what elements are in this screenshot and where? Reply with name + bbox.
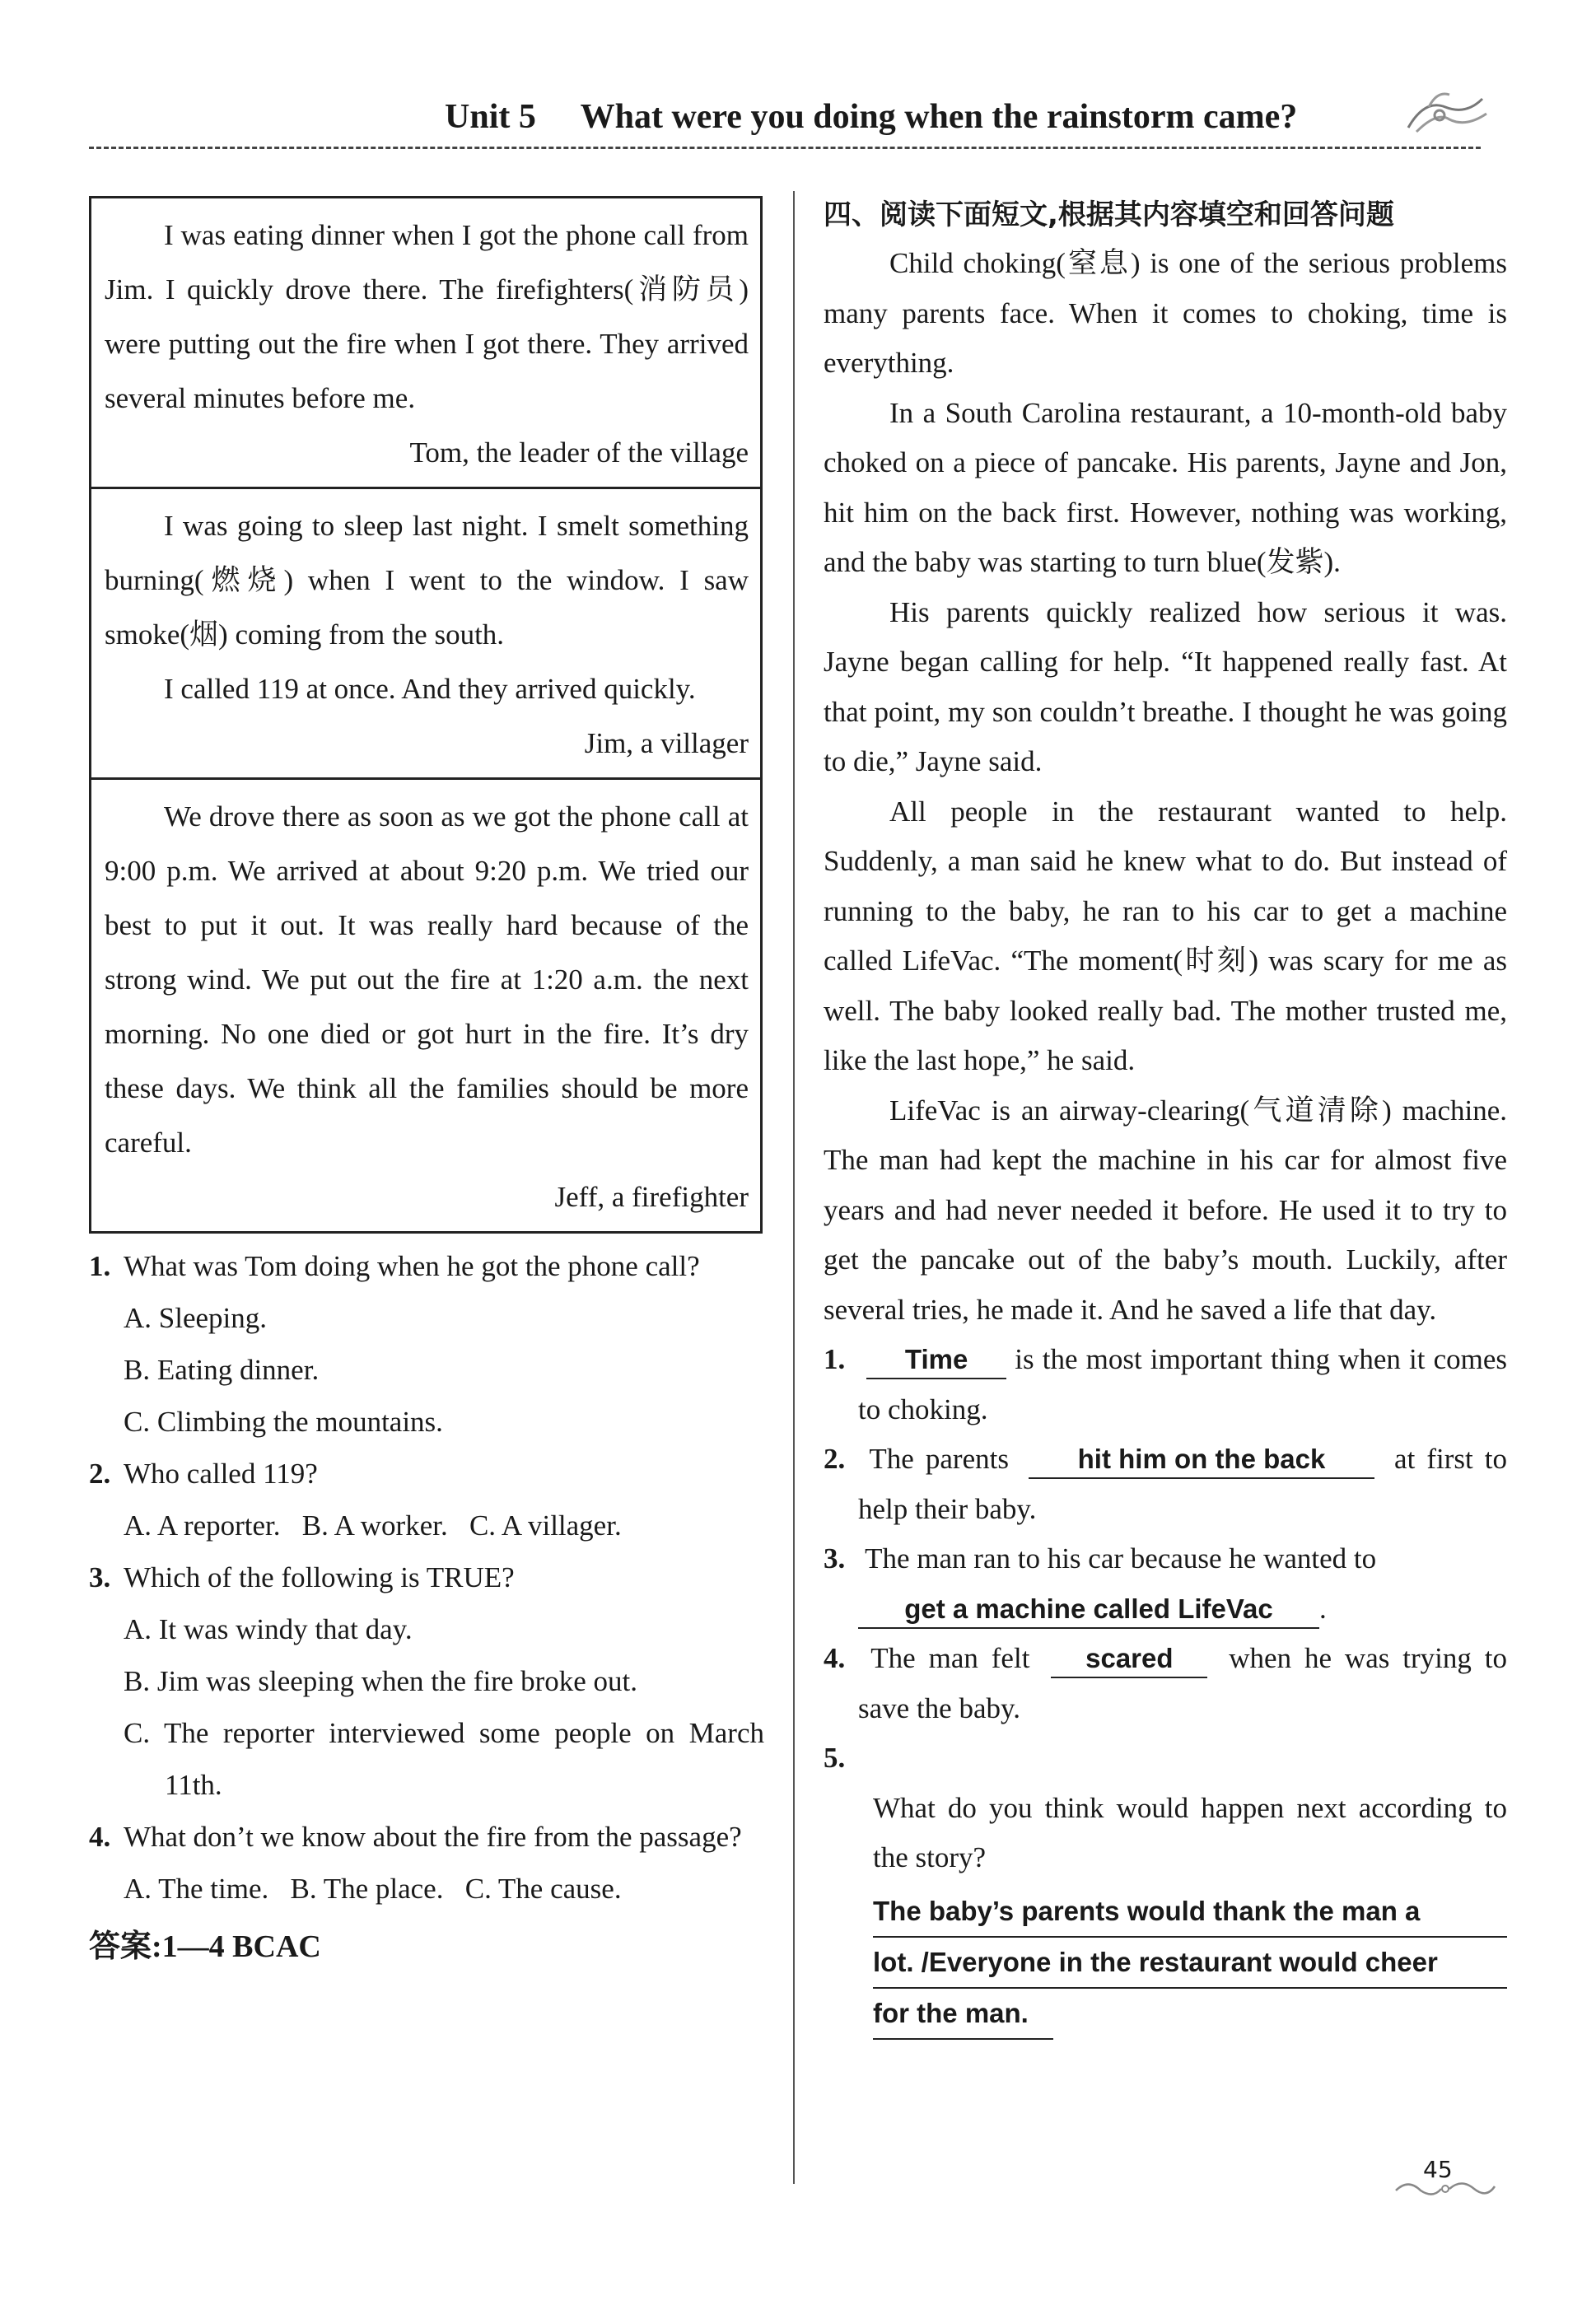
question-text: . <box>1319 1592 1327 1625</box>
passage-paragraph: LifeVac is an airway-clearing(气道清除) machine. The man had kept the machine in his car for almost five years and had never needed it before. He used it to try to get the pancake out of the baby’s mouth. Luckily, after several tries, he made it. And he saved a life that day. <box>824 1094 1507 1326</box>
unit-title: What were you doing when the rainstorm came? <box>580 98 1298 136</box>
passage-paragraph: All people in the restaurant wanted to help. Suddenly, a man said he knew what to do. But instead of running to the baby, he ran to his car to get a machine called LifeVac. “The moment(时刻) was scary for me as well. The baby looked really bad. The mother trusted me, like the last hope,” he said. <box>824 795 1507 1076</box>
passage-paragraph: In a South Carolina restaurant, a 10-month-old baby choked on a piece of pancake. His parents, Jayne and Jon, hit him on the back first. However, nothing was working, and the baby was starting to turn blue(发紫). <box>824 396 1507 578</box>
question-number: 2. <box>824 1443 846 1475</box>
tom-text: I was eating dinner when I got the phone call from Jim. I quickly drove there. The firefighters(消防员) were putting out the fire when I got there. They arrived several minutes before me. <box>105 219 749 414</box>
question-number: 1. <box>89 1250 111 1282</box>
unit-label: Unit 5 <box>445 98 536 136</box>
question-text: The man ran to his car because he wanted to <box>865 1542 1377 1575</box>
question-2 <box>89 1448 764 1551</box>
option-a: A. It was windy that day. <box>124 1613 413 1645</box>
question-number: 3. <box>824 1542 846 1575</box>
answer-key: 答案:1—4 BCAC <box>89 1929 321 1964</box>
question-number: 3. <box>89 1561 111 1593</box>
question-text: The man felt <box>870 1642 1030 1674</box>
answer-blank[interactable]: Time <box>866 1341 1006 1379</box>
jim-statement <box>91 487 760 777</box>
column-divider <box>793 191 795 2184</box>
header-ornament-icon <box>1400 82 1491 140</box>
header-divider <box>89 147 1481 149</box>
question-number: 2. <box>89 1458 111 1490</box>
question-text: when he was trying to save the baby. <box>858 1642 1508 1724</box>
question-1 <box>89 1240 764 1448</box>
question-stem: Who called 119? <box>124 1458 318 1490</box>
options-inline: A. A reporter. B. A worker. C. A villager. <box>124 1509 622 1542</box>
question-text: The parents <box>869 1443 1009 1475</box>
question-text: at first to help their baby. <box>858 1443 1507 1525</box>
page-number: 45 <box>1423 2156 1453 2183</box>
passage-paragraph: His parents quickly realized how serious it was. Jayne began calling for help. “It happened really fast. At that point, my son couldn’t breathe. I thought he was going to die,” Jayne said. <box>824 595 1507 777</box>
question-stem: What don’t we know about the fire from the passage? <box>124 1821 742 1853</box>
question-stem: Which of the following is TRUE? <box>124 1561 515 1593</box>
question-text: is the most important thing when it comes to choking. <box>858 1343 1507 1425</box>
interview-box <box>89 196 763 1234</box>
jim-text-2: I called 119 at once. And they arrived quickly. <box>164 673 696 705</box>
passage-paragraph: Child choking(窒息) is one of the serious problems many parents face. When it comes to choking, time is everything. <box>824 247 1507 379</box>
jeff-signature: Jeff, a firefighter <box>554 1181 749 1213</box>
options-inline: A. The time. B. The place. C. The cause. <box>124 1873 622 1905</box>
question-number: 5. <box>824 1742 846 1774</box>
jeff-statement <box>91 777 760 1231</box>
answer-line: The baby’s parents would thank the man a <box>873 1887 1507 1938</box>
footer-ornament-icon <box>1392 2174 1499 2202</box>
answer-blank[interactable]: scared <box>1051 1640 1207 1678</box>
option-c: C. Climbing the mountains. <box>124 1406 443 1438</box>
jim-signature: Jim, a villager <box>584 727 749 759</box>
answer-line: for the man. <box>873 1989 1053 2040</box>
option-b: B. Jim was sleeping when the fire broke out. <box>124 1665 638 1697</box>
tom-statement <box>91 198 760 487</box>
question-stem: What was Tom doing when he got the phone call? <box>124 1250 700 1282</box>
question-3 <box>89 1551 764 1811</box>
left-column <box>89 196 764 1976</box>
question-text: What do you think would happen next according to the story? <box>873 1791 1507 1873</box>
reading-question-3 <box>824 1534 1507 1634</box>
answer-lines[interactable] <box>873 1887 1507 2040</box>
reading-question-4 <box>824 1634 1507 1733</box>
jim-text-1: I was going to sleep last night. I smelt something burning(燃烧) when I went to the window. I saw smoke(烟) coming from the south. <box>105 510 749 651</box>
answer-line: lot. /Everyone in the restaurant would cheer <box>873 1938 1507 1989</box>
reading-question-5 <box>824 1733 1507 2040</box>
answer-blank[interactable]: get a machine called LifeVac <box>858 1591 1319 1629</box>
question-number: 1. <box>824 1343 846 1375</box>
page-header <box>445 97 1515 137</box>
option-a: A. Sleeping. <box>124 1302 268 1334</box>
jeff-text: We drove there as soon as we got the phone call at 9:00 p.m. We arrived at about 9:20 p.m. We tried our best to put it out. It was really hard because of the strong wind. We put out the fire at 1:20 a.m. the next morning. No one died or got hurt in the fire. It’s dry these days. We think all the families should be more careful. <box>105 800 749 1159</box>
question-number: 4. <box>824 1642 846 1674</box>
reading-passage <box>824 239 1507 1335</box>
question-number: 4. <box>89 1821 111 1853</box>
answer-blank[interactable]: hit him on the back <box>1029 1441 1374 1479</box>
question-4 <box>89 1811 764 1915</box>
reading-question-1 <box>824 1335 1507 1435</box>
right-column <box>824 191 1507 2040</box>
option-b: B. Eating dinner. <box>124 1354 320 1386</box>
section-title: 四、阅读下面短文,根据其内容填空和回答问题 <box>824 198 1394 231</box>
tom-signature: Tom, the leader of the village <box>409 436 749 469</box>
option-c: C. The reporter interviewed some people on March 11th. <box>124 1717 764 1801</box>
reading-question-2 <box>824 1435 1507 1534</box>
